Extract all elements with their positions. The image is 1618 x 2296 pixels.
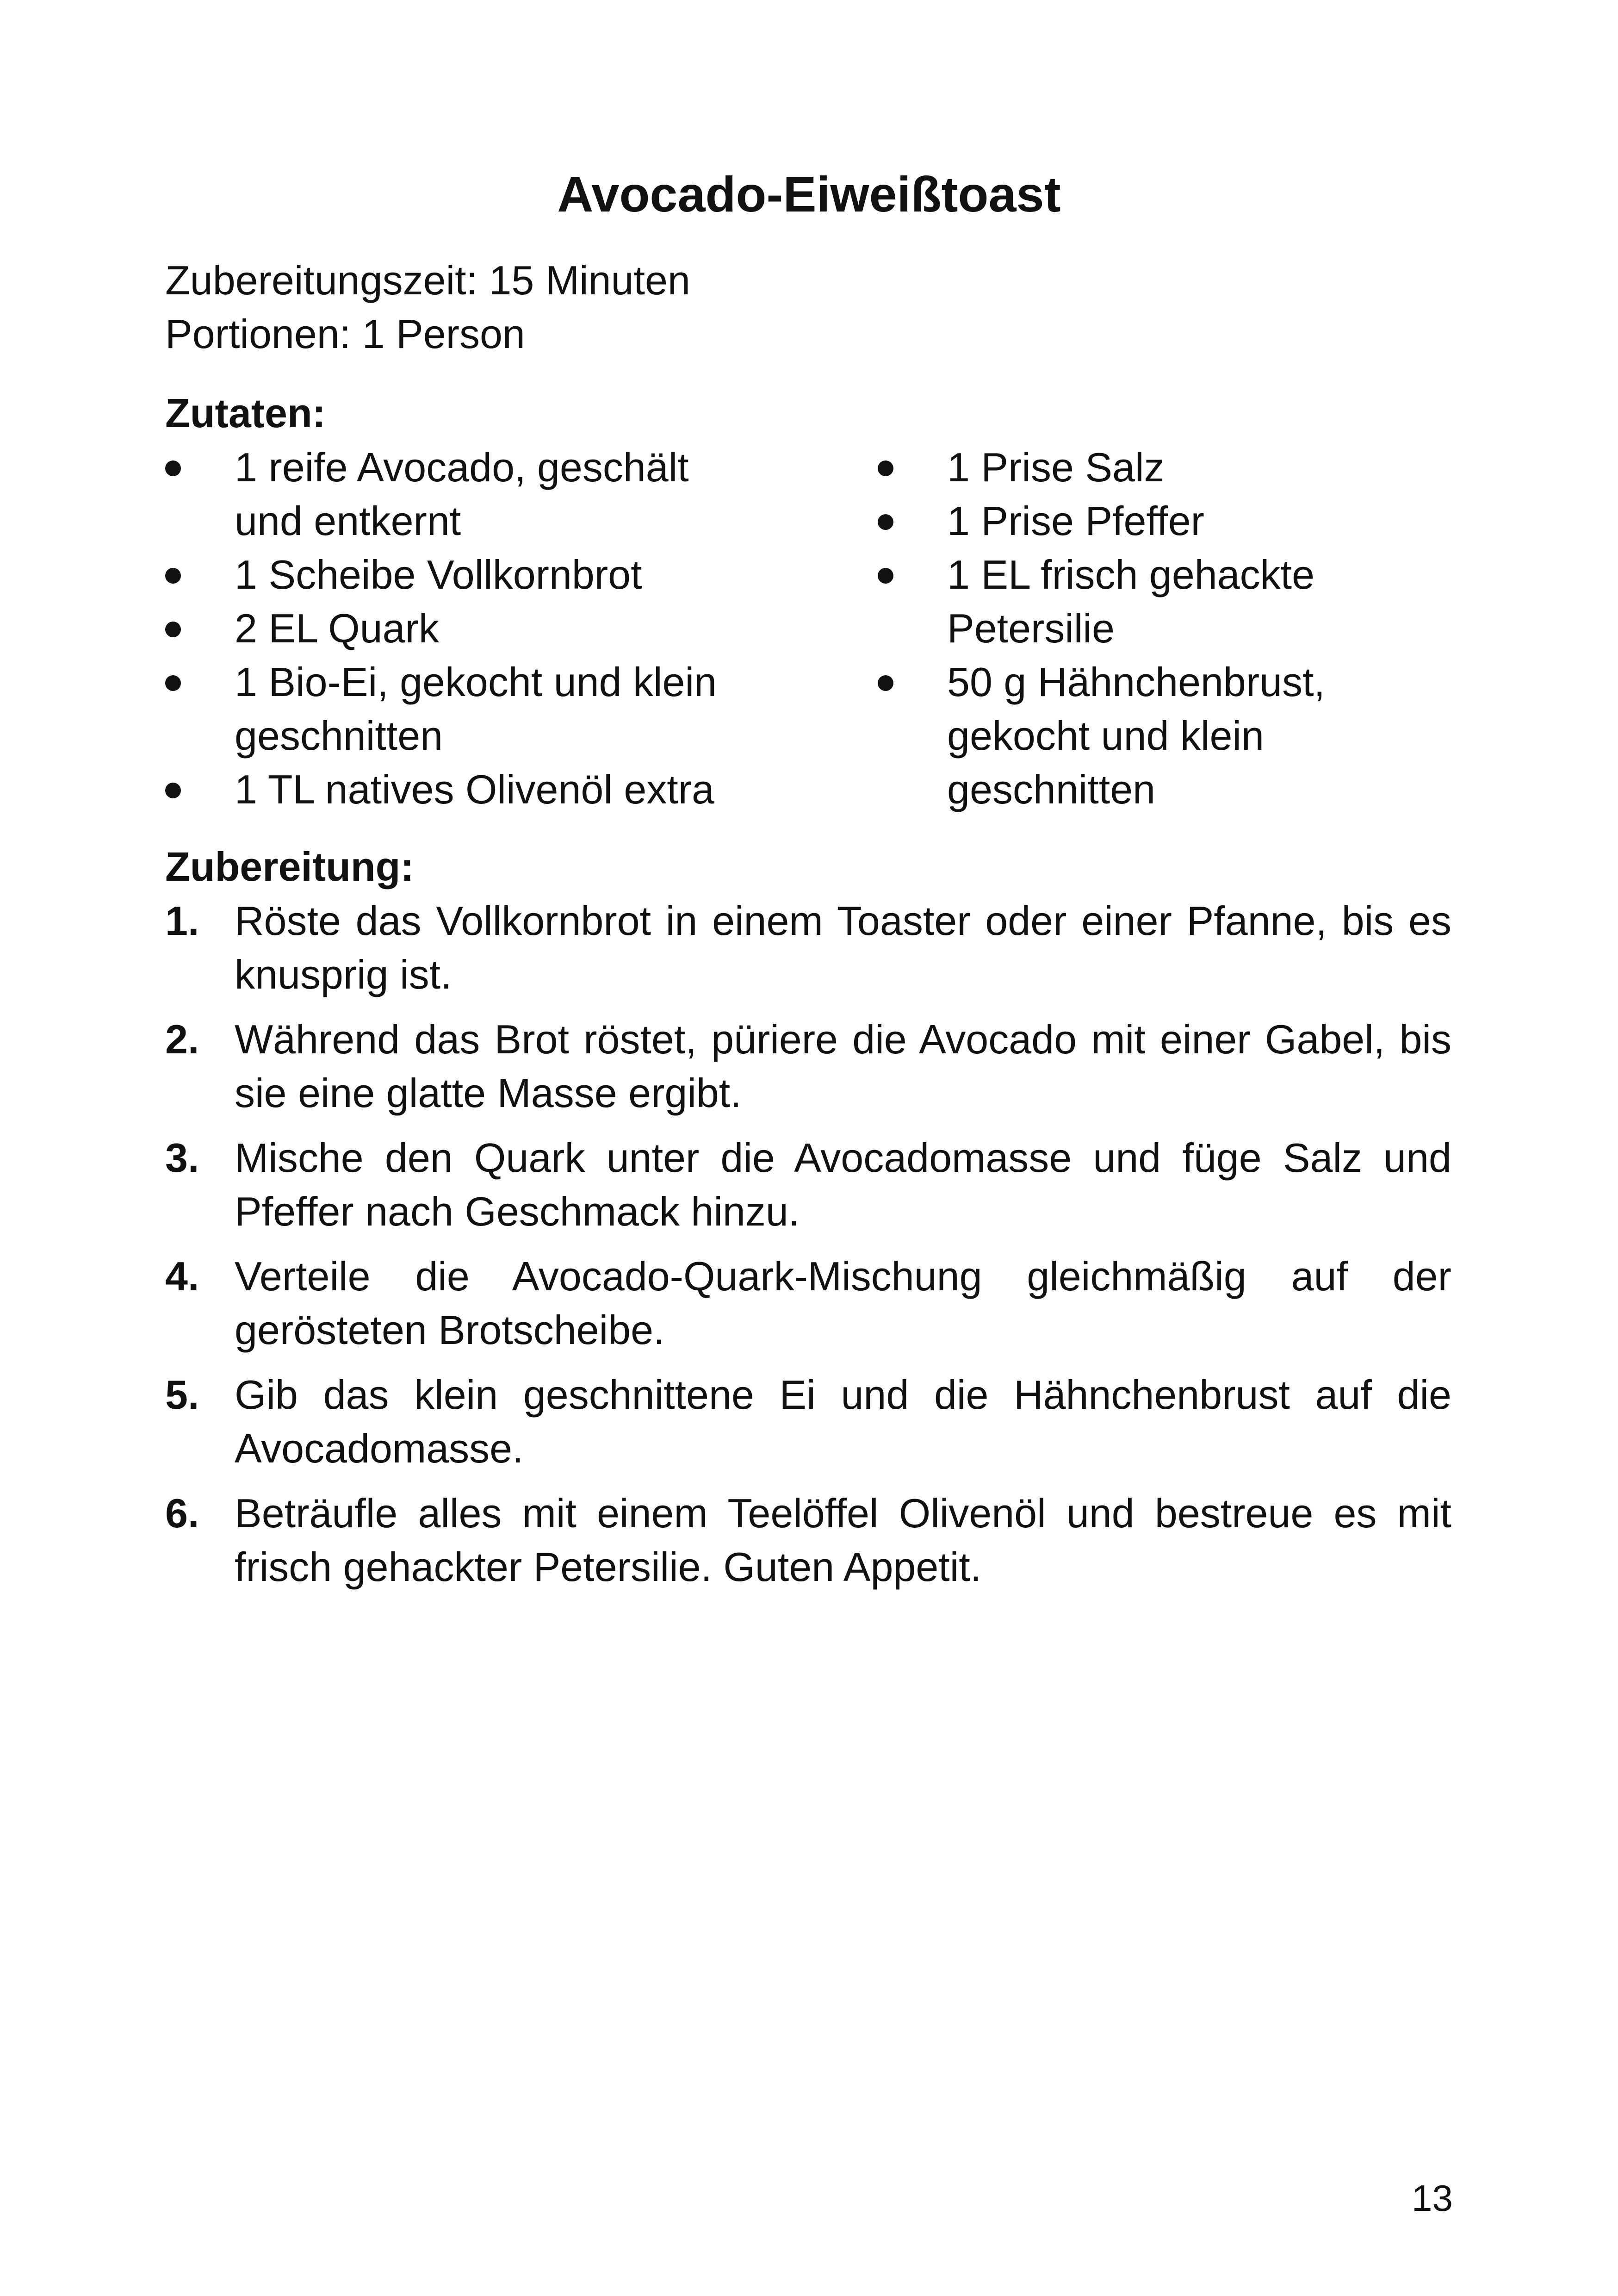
ingredient-text: 1 Scheibe Vollkornbrot: [235, 552, 642, 597]
bullet-icon: [165, 622, 181, 637]
ingredients-list-right: [878, 441, 1470, 816]
bullet-icon: [878, 514, 893, 530]
step-number: 3.: [165, 1135, 199, 1181]
ingredient-item: [878, 548, 1470, 655]
ingredients-heading: Zutaten:: [165, 390, 326, 436]
step-text: Röste das Vollkornbrot in einem Toaster oder einer Pfanne, bis es knusprig ist.: [235, 898, 1451, 997]
bullet-icon: [878, 460, 893, 476]
ingredient-item: [165, 548, 744, 602]
ingredient-text: 1 Bio-Ei, gekocht und klein geschnitten: [235, 659, 717, 759]
ingredient-item: [165, 602, 744, 655]
preparation-steps: [165, 894, 1451, 1605]
ingredient-text: 1 EL frisch gehackte Petersilie: [947, 552, 1315, 651]
step-number: 5.: [165, 1372, 199, 1418]
step-text: Während das Brot röstet, püriere die Avocado mit einer Gabel, bis sie eine glatte Masse ergibt.: [235, 1016, 1451, 1116]
ingredient-item: [878, 655, 1470, 816]
ingredient-text: 1 TL natives Olivenöl extra: [235, 766, 714, 812]
step-number: 6.: [165, 1490, 199, 1536]
recipe-title: Avocado-Eiweißtoast: [557, 166, 1061, 222]
bullet-icon: [165, 460, 181, 476]
step-item: [165, 1368, 1451, 1475]
prep-time: Zubereitungszeit: 15 Minuten: [165, 257, 690, 303]
recipe-meta: [165, 254, 690, 361]
ingredient-text: 2 EL Quark: [235, 605, 439, 651]
step-text: Verteile die Avocado-Quark-Mischung gleichmäßig auf der gerösteten Brotscheibe.: [235, 1253, 1451, 1353]
step-item: [165, 1013, 1451, 1120]
ingredient-item: [165, 441, 744, 548]
step-item: [165, 1131, 1451, 1238]
ingredient-item: [878, 494, 1470, 548]
ingredient-text: 1 reife Avocado, geschält und entkernt: [235, 444, 689, 544]
ingredient-item: [878, 441, 1470, 494]
step-item: [165, 894, 1451, 1002]
step-text: Beträufle alles mit einem Teelöffel Olivenöl und bestreue es mit frisch gehackter Petersilie. Guten Appetit.: [235, 1490, 1451, 1590]
step-number: 1.: [165, 898, 199, 944]
bullet-icon: [165, 675, 181, 691]
ingredients-list-left: [165, 441, 744, 816]
ingredient-text: 50 g Hähnchenbrust, gekocht und klein geschnitten: [947, 659, 1326, 812]
step-text: Gib das klein geschnittene Ei und die Hähnchenbrust auf die Avocadomasse.: [235, 1372, 1451, 1471]
bullet-icon: [878, 675, 893, 691]
ingredient-item: [165, 763, 744, 816]
ingredient-text: 1 Prise Pfeffer: [947, 498, 1204, 544]
preparation-heading: Zubereitung:: [165, 844, 414, 890]
step-text: Mische den Quark unter die Avocadomasse und füge Salz und Pfeffer nach Geschmack hinzu.: [235, 1135, 1451, 1234]
bullet-icon: [165, 568, 181, 584]
bullet-icon: [165, 783, 181, 798]
step-item: [165, 1487, 1451, 1594]
servings: Portionen: 1 Person: [165, 311, 525, 357]
step-number: 2.: [165, 1016, 199, 1062]
step-item: [165, 1250, 1451, 1357]
ingredient-item: [165, 655, 744, 763]
bullet-icon: [878, 568, 893, 584]
page-number: 13: [1412, 2178, 1453, 2219]
ingredient-text: 1 Prise Salz: [947, 444, 1165, 490]
step-number: 4.: [165, 1253, 199, 1299]
